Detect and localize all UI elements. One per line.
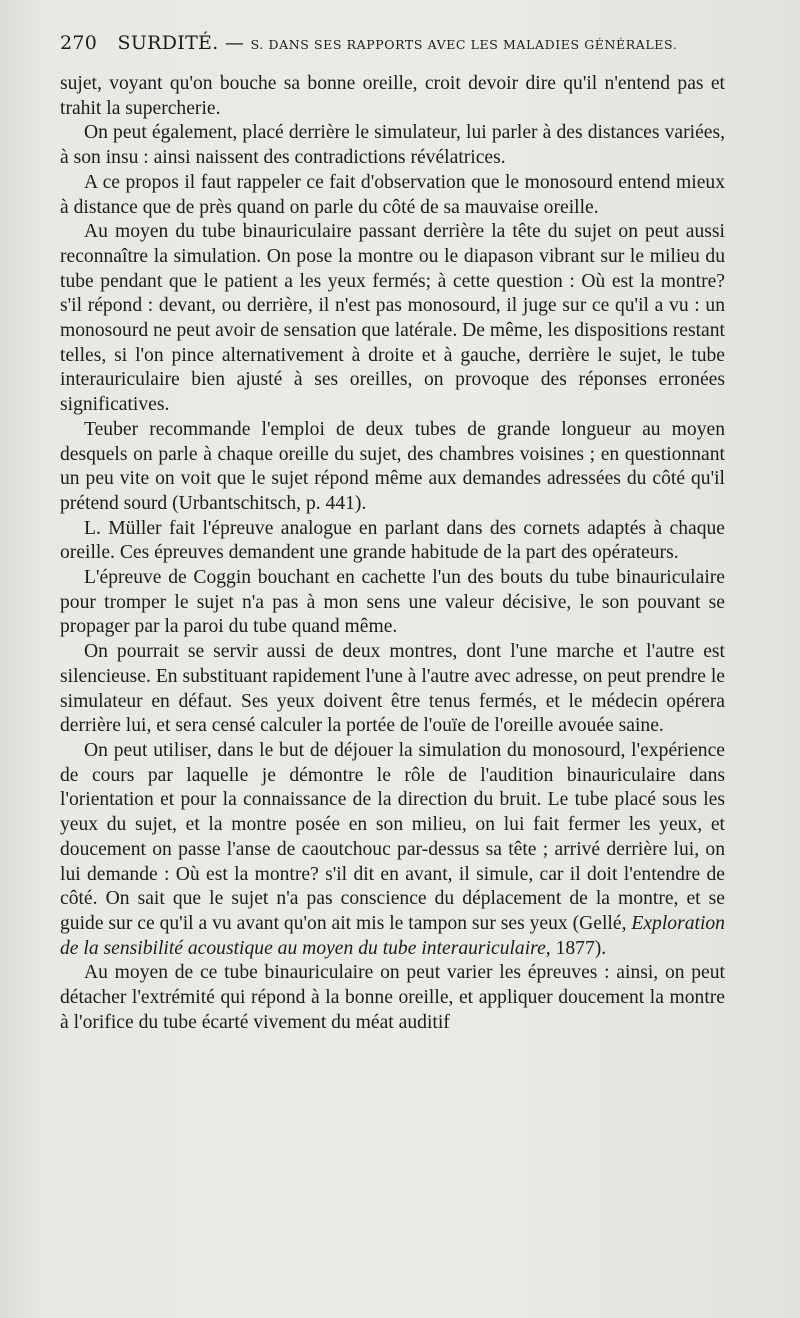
running-title: SURDITÉ. bbox=[117, 32, 219, 54]
paragraph-1: sujet, voyant qu'on bouche sa bonne oreille, croit devoir dire qu'il n'entend pas et trahit la supercherie. bbox=[60, 73, 725, 119]
citation-year: 1877). bbox=[550, 937, 607, 959]
citation-title: Exploration de la sensibilité acoustique au moyen du tube interauriculaire, bbox=[60, 912, 725, 959]
paragraph-6: L. Müller fait l'épreuve analogue en parlant dans des cornets adaptés à chaque oreille. Ces épreuves demandent une grande habitude de la part des opérateurs. bbox=[60, 517, 725, 564]
paragraph-9 bbox=[60, 739, 725, 961]
section-title: S. DANS SES RAPPORTS AVEC LES MALADIES GÉNÉRALES. bbox=[250, 37, 678, 52]
paragraph-10: Au moyen de ce tube binauriculaire on peut varier les épreuves : ainsi, on peut détacher l'extrémité qui répond à la bonne oreille, et appliquer doucement la montre à l'orifice du tube écarté vivement du méat auditif bbox=[60, 962, 725, 1033]
paragraph-9-text: On peut utiliser, dans le but de déjouer la simulation du monosourd, l'expérience de cours par laquelle je démontre le rôle de l'audition binauriculaire dans l'orientation et pour la connaissance de la direction du bruit. Le tube placé sous les yeux du sujet, et la montre posée en son milieu, on lui fait fermer les yeux, et doucement on passe l'anse de caoutchouc par-dessus sa tête ; arrivé derrière lui, on lui demande : Où est la montre? s'il dit en avant, il simule, car il doit l'entendre de côté. On sait que le sujet n'a pas conscience du déplacement de la montre, et se guide sur ce qu'il a vu avant qu'on ait mis le tampon sur ses yeux (Gellé, bbox=[60, 739, 725, 934]
paragraph-3: A ce propos il faut rappeler ce fait d'observation que le monosourd entend mieux à distance que de près quand on parle du côté de sa mauvaise oreille. bbox=[60, 171, 725, 218]
paragraph-8: On pourrait se servir aussi de deux montres, dont l'une marche et l'autre est silencieuse. En substituant rapidement l'une à l'autre avec adresse, on peut prendre le simulateur en défaut. Ses yeux doivent être tenus fermés, et le médecin opérera derrière lui, et sera censé calculer la portée de l'ouïe de l'oreille avouée saine. bbox=[60, 641, 725, 737]
paragraph-2: On peut également, placé derrière le simulateur, lui parler à des distances variées, à son insu : ainsi naissent des contradictions révélatrices. bbox=[60, 122, 725, 169]
body-text bbox=[60, 72, 725, 1035]
page-number: 270 bbox=[60, 32, 98, 54]
paragraph-4: Au moyen du tube binauriculaire passant derrière la tête du sujet on peut aussi reconnaître la simulation. On pose la montre ou le diapason vibrant sur le milieu du tube pendant que le patient a les yeux fermés; à cette question : Où est la montre? s'il répond : devant, ou derrière, il n'est pas monosourd, il juge sur ce qu'il a vu : un monosourd ne peut avoir de sensation que latérale. De même, les dispositions restant telles, si l'on pince alternativement à droite et à gauche, derrière le sujet, le tube interauriculaire bien ajusté à ses oreilles, on provoque des réponses erronées significatives. bbox=[60, 221, 725, 416]
paragraph-7: L'épreuve de Coggin bouchant en cachette l'un des bouts du tube binauriculaire pour tromper le sujet n'a pas à mon sens une valeur décisive, le son pouvant se propager par la paroi du tube quand même. bbox=[60, 567, 725, 638]
header-dash: — bbox=[224, 32, 245, 54]
running-header bbox=[60, 32, 740, 54]
paragraph-5: Teuber recommande l'emploi de deux tubes de grande longueur au moyen desquels on parle à chaque oreille du sujet, des chambres voisines ; en questionnant un peu vite on voit que le sujet répond même aux demandes adressées du côté qu'il prétend sourd (Urbantschitsch, p. 441). bbox=[60, 418, 725, 514]
